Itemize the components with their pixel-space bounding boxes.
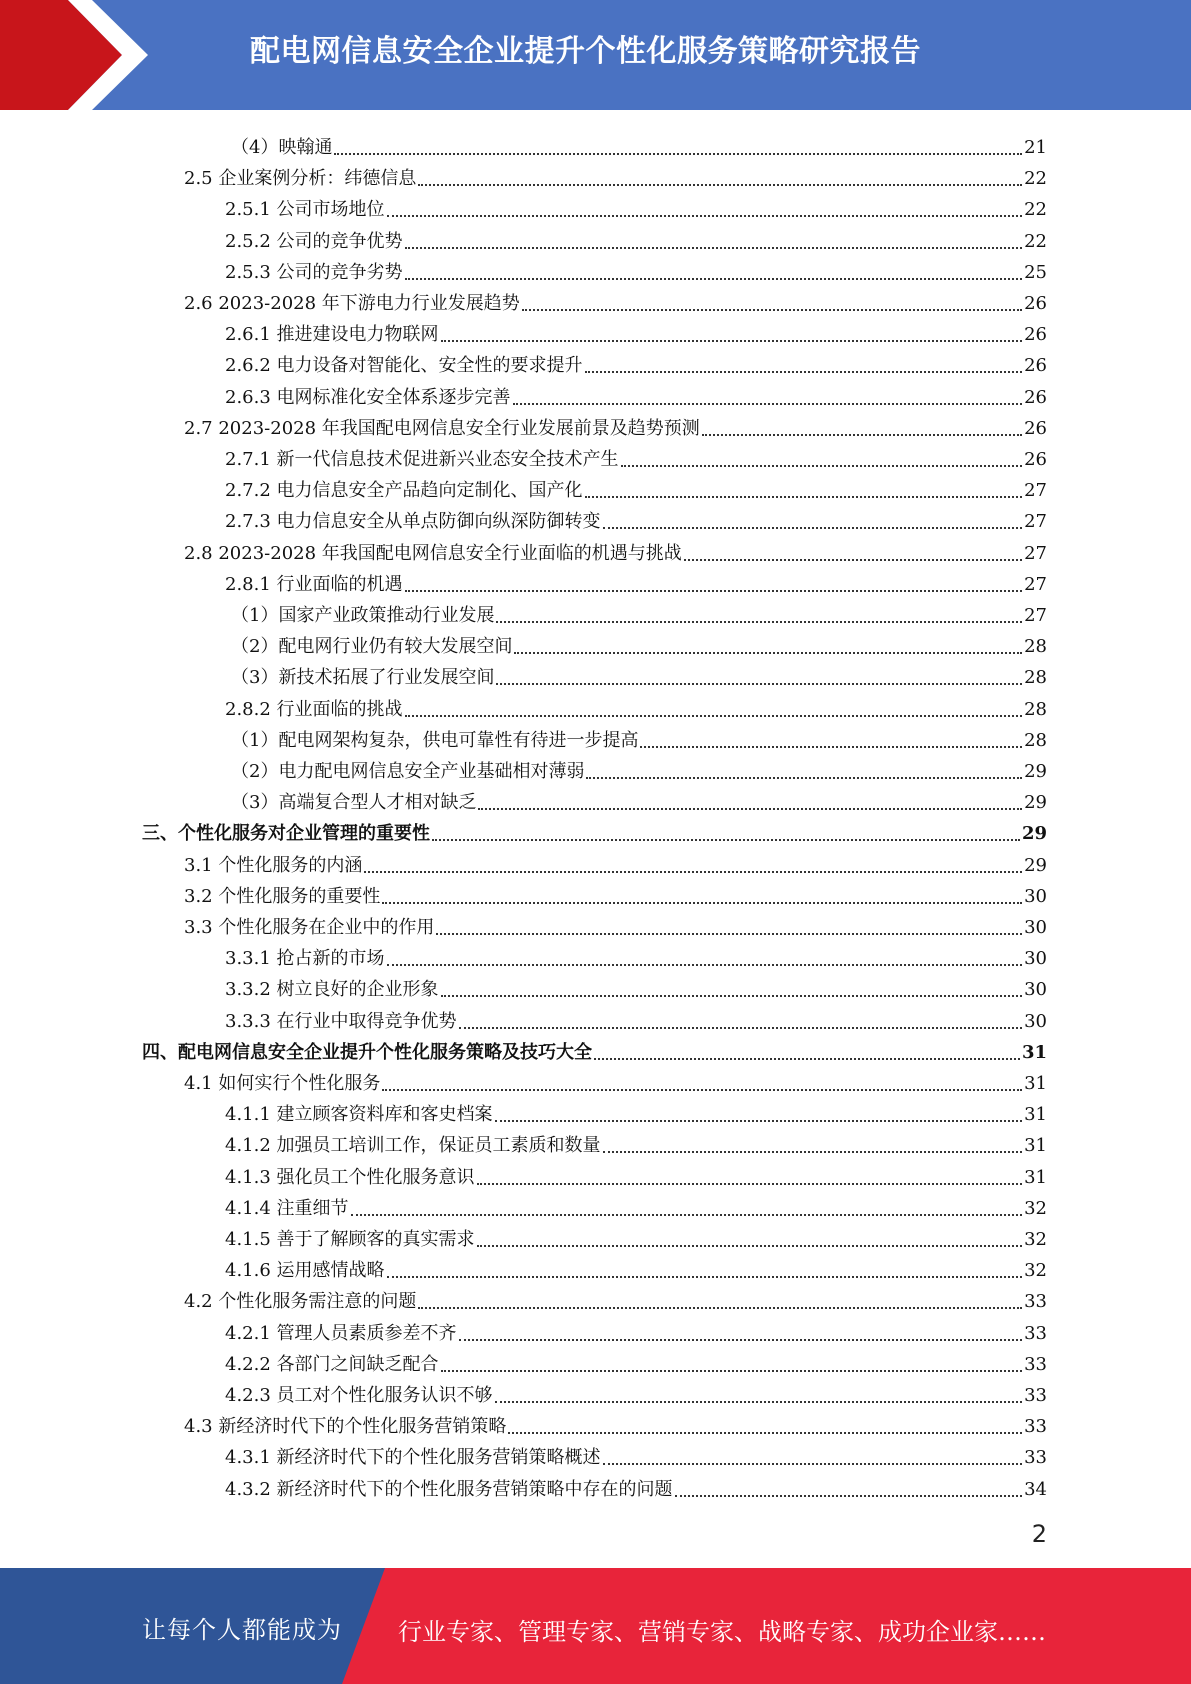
toc-dot-leader [405, 588, 1023, 592]
toc-entry-title: 4.1.4 注重细节 [225, 1197, 349, 1219]
toc-entry-title: 2.7.3 电力信息安全从单点防御向纵深防御转变 [225, 511, 601, 533]
toc-dot-leader [640, 744, 1022, 748]
toc-entry-page: 31 [1024, 1073, 1047, 1094]
toc-entry[interactable] [184, 908, 1047, 939]
toc-entry-title: 2.7 2023-2028 年我国配电网信息安全行业发展前景及趋势预测 [184, 417, 700, 439]
toc-entry-page: 27 [1024, 511, 1047, 533]
toc-entry[interactable] [225, 222, 1047, 253]
toc-dot-leader [675, 1493, 1023, 1497]
toc-dot-leader [508, 1430, 1022, 1434]
toc-entry-title: 2.7.1 新一代信息技术促进新兴业态安全技术产生 [225, 449, 619, 470]
toc-entry-page: 27 [1024, 573, 1047, 595]
toc-dot-leader [603, 525, 1023, 529]
toc-entry-title: 2.8.2 行业面临的挑战 [225, 698, 403, 720]
toc-entry-title: （1）配电网架构复杂，供电可靠性有待进一步提高 [231, 729, 639, 751]
toc-entry-title: 2.6 2023-2028 年下游电力行业发展趋势 [184, 293, 520, 314]
toc-entry-page: 27 [1024, 605, 1047, 626]
toc-entry-page: 31 [1024, 1104, 1047, 1126]
toc-entry[interactable] [231, 596, 1047, 627]
toc-entry-page: 26 [1024, 417, 1047, 439]
toc-entry-title: 2.5.2 公司的竞争优势 [225, 230, 403, 252]
page-footer [0, 1568, 1191, 1684]
toc-entry-page: 27 [1024, 542, 1047, 564]
toc-entry-title: 3.3.3 在行业中取得竞争优势 [225, 1010, 457, 1032]
toc-dot-leader [702, 432, 1022, 436]
toc-entry-page: 33 [1024, 1353, 1047, 1375]
toc-entry[interactable] [184, 846, 1047, 877]
toc-entry[interactable] [225, 253, 1047, 284]
toc-dot-leader [382, 900, 1022, 904]
toc-entry-title: 4.3 新经济时代下的个性化服务营销策略 [184, 1416, 507, 1438]
toc-entry-page: 26 [1024, 293, 1047, 314]
toc-entry-page: 28 [1024, 729, 1047, 751]
toc-dot-leader [495, 1118, 1023, 1122]
toc-entry[interactable] [184, 1064, 1047, 1095]
toc-dot-leader [387, 1274, 1023, 1278]
toc-entry-title: （2）配电网行业仍有较大发展空间 [231, 636, 513, 658]
toc-entry[interactable] [231, 658, 1047, 689]
toc-dot-leader [441, 1368, 1023, 1372]
toc-entry[interactable] [184, 534, 1047, 565]
toc-dot-leader [477, 1181, 1023, 1185]
toc-entry-page: 34 [1024, 1478, 1047, 1500]
toc-entry-title: 2.6.1 推进建设电力物联网 [225, 324, 439, 346]
toc-dot-leader [387, 213, 1023, 217]
toc-dot-leader [459, 1025, 1023, 1029]
toc-dot-leader [477, 1243, 1023, 1247]
toc-dot-leader [418, 1305, 1022, 1309]
toc-dot-leader [405, 713, 1023, 717]
toc-dot-leader [496, 619, 1022, 623]
toc-entry-page: 29 [1024, 761, 1047, 782]
toc-entry-page: 28 [1024, 667, 1047, 689]
toc-entry-page: 28 [1024, 698, 1047, 720]
toc-dot-leader [334, 151, 1022, 155]
toc-entry-title: 2.5.1 公司市场地位 [225, 199, 385, 221]
toc-entry-title: 4.1.5 善于了解顾客的真实需求 [225, 1229, 475, 1250]
toc-entry-page: 26 [1024, 324, 1047, 346]
toc-entry-title: 2.6.3 电网标准化安全体系逐步完善 [225, 386, 511, 408]
toc-entry[interactable] [225, 1002, 1047, 1033]
toc-entry[interactable] [225, 315, 1047, 346]
toc-entry[interactable] [231, 627, 1047, 658]
page-header [0, 0, 1191, 110]
toc-entry-title: 2.5.3 公司的竞争劣势 [225, 261, 403, 283]
toc-entry[interactable] [225, 1158, 1047, 1189]
toc-entry-title: 4.2 个性化服务需注意的问题 [184, 1291, 417, 1313]
toc-dot-leader [585, 494, 1023, 498]
toc-dot-leader [387, 962, 1023, 966]
toc-dot-leader [382, 1087, 1022, 1091]
toc-entry-title: 3.3 个性化服务在企业中的作用 [184, 917, 435, 938]
toc-dot-leader [351, 1212, 1023, 1216]
toc-entry-page: 33 [1024, 1291, 1047, 1313]
toc-entry-title: 4.2.2 各部门之间缺乏配合 [225, 1353, 439, 1375]
toc-entry-title: 2.6.2 电力设备对智能化、安全性的要求提升 [225, 355, 583, 377]
toc-dot-leader [496, 681, 1022, 685]
toc-entry-page: 29 [1021, 823, 1047, 845]
toc-entry[interactable] [225, 1251, 1047, 1282]
toc-entry-page: 30 [1024, 948, 1047, 970]
toc-entry-page: 33 [1024, 1416, 1047, 1438]
toc-entry-title: 4.1.3 强化员工个性化服务意识 [225, 1166, 475, 1188]
toc-entry-title: 3.1 个性化服务的内涵 [184, 854, 363, 876]
toc-dot-leader [603, 1461, 1023, 1465]
toc-entry[interactable] [225, 346, 1047, 377]
toc-entry[interactable] [225, 1470, 1047, 1501]
toc-entry[interactable] [225, 440, 1047, 471]
toc-dot-leader [405, 276, 1023, 280]
toc-dot-leader [514, 650, 1022, 654]
toc-entry[interactable] [231, 721, 1047, 752]
toc-entry[interactable] [225, 939, 1047, 970]
toc-entry-page: 30 [1024, 1010, 1047, 1032]
toc-dot-leader [495, 1399, 1023, 1403]
toc-dot-leader [684, 557, 1022, 561]
toc-entry[interactable] [225, 1189, 1047, 1220]
toc-entry-page: 32 [1024, 1260, 1047, 1282]
footer-slogan-left: 让每个人都能成为 [142, 1616, 342, 1644]
toc-entry[interactable] [225, 565, 1047, 596]
toc-entry-page: 22 [1024, 199, 1047, 221]
toc-entry-page: 29 [1024, 792, 1047, 814]
toc-entry[interactable] [225, 1345, 1047, 1376]
toc-dot-leader [513, 401, 1023, 405]
toc-entry[interactable] [225, 1126, 1047, 1157]
toc-entry-title: 2.7.2 电力信息安全产品趋向定制化、国产化 [225, 480, 583, 502]
toc-entry-title: 3.3.2 树立良好的企业形象 [225, 979, 439, 1001]
toc-entry-page: 26 [1024, 386, 1047, 408]
toc-dot-leader [436, 931, 1022, 935]
toc-dot-leader [441, 993, 1023, 997]
toc-entry[interactable] [142, 1033, 1047, 1064]
toc-entry-title: 2.5 企业案例分析：纬德信息 [184, 168, 417, 190]
toc-entry-title: 3.2 个性化服务的重要性 [184, 885, 381, 907]
toc-dot-leader [459, 1337, 1023, 1341]
toc-entry-page: 31 [1024, 1166, 1047, 1188]
toc-dot-leader [364, 869, 1022, 873]
toc-dot-leader [603, 1149, 1023, 1153]
toc-dot-leader [585, 369, 1023, 373]
toc-entry-page: 33 [1024, 1322, 1047, 1344]
toc-entry-title: 4.2.1 管理人员素质参差不齐 [225, 1322, 457, 1344]
toc-entry-title: 4.3.1 新经济时代下的个性化服务营销策略概述 [225, 1447, 601, 1469]
toc-dot-leader [594, 1056, 1020, 1060]
toc-entry[interactable] [231, 783, 1047, 814]
toc-entry-page: 29 [1024, 854, 1047, 876]
toc-entry-title: 4.3.2 新经济时代下的个性化服务营销策略中存在的问题 [225, 1478, 673, 1500]
toc-dot-leader [418, 182, 1022, 186]
toc-entry-title: 4.1 如何实行个性化服务 [184, 1073, 381, 1094]
toc-dot-leader [522, 307, 1022, 311]
toc-entry-title: （3）高端复合型人才相对缺乏 [231, 792, 477, 814]
toc-entry-page: 30 [1024, 917, 1047, 938]
toc-entry-page: 27 [1024, 480, 1047, 502]
toc-entry[interactable] [225, 471, 1047, 502]
toc-entry-title: 4.1.6 运用感情战略 [225, 1260, 385, 1282]
toc-dot-leader [432, 837, 1020, 841]
toc-dot-leader [441, 338, 1023, 342]
toc-entry-title: （1）国家产业政策推动行业发展 [231, 605, 495, 626]
toc-dot-leader [621, 463, 1023, 467]
toc-entry[interactable] [184, 409, 1047, 440]
toc-entry-page: 26 [1024, 449, 1047, 470]
toc-entry-page: 32 [1024, 1197, 1047, 1219]
toc-entry-page: 26 [1024, 355, 1047, 377]
toc-entry-page: 25 [1024, 261, 1047, 283]
toc-entry-page: 21 [1024, 137, 1047, 158]
footer-slogan-right: 行业专家、管理专家、营销专家、战略专家、成功企业家…… [398, 1618, 1046, 1646]
toc-entry[interactable] [184, 877, 1047, 908]
toc-entry[interactable] [142, 814, 1047, 845]
toc-entry-page: 33 [1024, 1385, 1047, 1406]
toc-entry[interactable] [225, 1376, 1047, 1407]
toc-entry-title: 4.1.1 建立顾客资料库和客史档案 [225, 1104, 493, 1126]
toc-entry-title: 3.3.1 抢占新的市场 [225, 948, 385, 970]
toc-entry-page: 31 [1021, 1041, 1047, 1063]
page-number: 2 [1031, 1520, 1047, 1548]
toc-entry-page: 30 [1024, 979, 1047, 1001]
toc-entry-page: 30 [1024, 885, 1047, 907]
toc-entry-page: 32 [1024, 1229, 1047, 1250]
toc-entry[interactable] [225, 1220, 1047, 1251]
toc-entry-title: 四、配电网信息安全企业提升个性化服务策略及技巧大全 [142, 1041, 592, 1063]
toc-entry-title: （2）电力配电网信息安全产业基础相对薄弱 [231, 761, 585, 782]
toc-entry-page: 22 [1024, 230, 1047, 252]
toc-entry-title: 4.1.2 加强员工培训工作，保证员工素质和数量 [225, 1135, 601, 1157]
toc-dot-leader [405, 245, 1023, 249]
toc-entry-title: （3）新技术拓展了行业发展空间 [231, 667, 495, 689]
toc-entry[interactable] [225, 378, 1047, 409]
report-title: 配电网信息安全企业提升个性化服务策略研究报告 [250, 34, 921, 69]
toc-entry[interactable] [225, 1438, 1047, 1469]
toc-entry[interactable] [184, 1407, 1047, 1438]
toc-entry[interactable] [231, 128, 1047, 159]
toc-entry-title: （4）映翰通 [231, 137, 333, 158]
toc-entry-title: 2.8.1 行业面临的机遇 [225, 573, 403, 595]
toc-entry-page: 28 [1024, 636, 1047, 658]
toc-entry[interactable] [225, 690, 1047, 721]
toc-entry-page: 22 [1024, 168, 1047, 190]
toc-entry[interactable] [225, 502, 1047, 533]
toc-dot-leader [586, 775, 1022, 779]
toc-entry[interactable] [225, 970, 1047, 1001]
toc-entry[interactable] [225, 190, 1047, 221]
toc-entry[interactable] [231, 752, 1047, 783]
toc-dot-leader [478, 806, 1022, 810]
toc-entry-page: 33 [1024, 1447, 1047, 1469]
toc-entry-title: 2.8 2023-2028 年我国配电网信息安全行业面临的机遇与挑战 [184, 542, 682, 564]
toc-entry[interactable] [184, 1282, 1047, 1313]
toc-entry-title: 三、个性化服务对企业管理的重要性 [142, 823, 430, 845]
toc-entry-page: 31 [1024, 1135, 1047, 1157]
toc-entry-title: 4.2.3 员工对个性化服务认识不够 [225, 1385, 493, 1406]
toc-entry[interactable] [184, 159, 1047, 190]
toc-entry[interactable] [225, 1095, 1047, 1126]
toc-entry[interactable] [225, 1314, 1047, 1345]
toc-entry[interactable] [184, 284, 1047, 315]
